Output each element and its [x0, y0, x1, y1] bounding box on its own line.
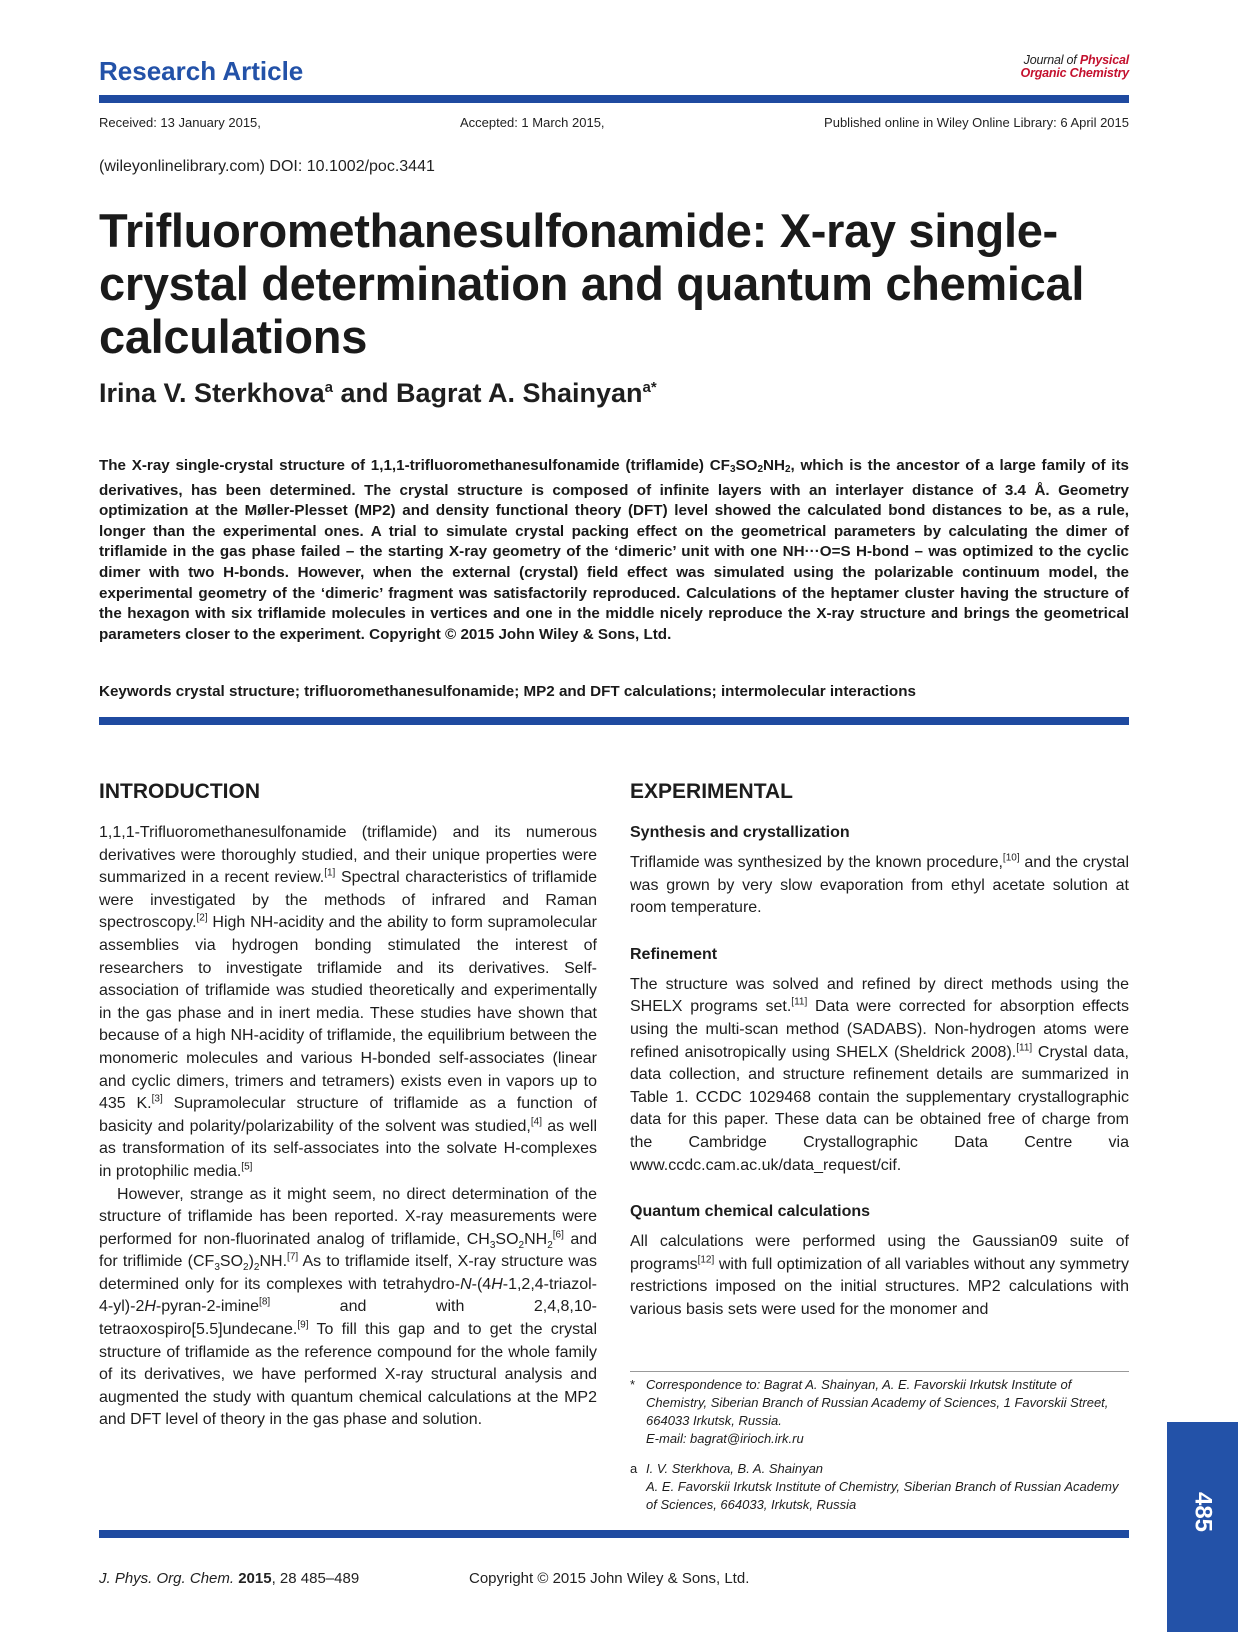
spacer [630, 1177, 1129, 1201]
citation: [8] [259, 1297, 271, 1309]
footer-journal: J. Phys. Org. Chem. [99, 1570, 235, 1587]
author-1-affiliation: a [324, 379, 333, 396]
footnote-mark: a [630, 1461, 638, 1476]
introduction-heading: INTRODUCTION [99, 780, 260, 803]
intro-paragraph-2 [99, 1184, 597, 1433]
citation: [12] [697, 1254, 715, 1266]
italic-text: H [144, 1298, 156, 1316]
intro-text: -pyran-2-imine [155, 1298, 260, 1316]
doi: (wileyonlinelibrary.com) DOI: 10.1002/poc.3441 [99, 158, 435, 175]
intro-text: -(4 [471, 1275, 492, 1293]
abstract-text: NH [763, 457, 785, 474]
abstract-subscript: 3 [729, 464, 736, 475]
journal-logo [1021, 54, 1129, 80]
body-text: Data were corrected for absorption effects using the multi-scan method (SADABS). Non-hydrogen atoms were refined anisotropically using SHELX (Sheldrick 2008). [630, 998, 1129, 1061]
received-date: Received: 13 January 2015, [99, 115, 261, 130]
correspondence-email: E-mail: bagrat@irioch.irk.ru [646, 1431, 804, 1446]
affiliation-footnote [630, 1460, 1129, 1514]
quantum-paragraph [630, 1231, 1129, 1321]
synthesis-paragraph [630, 852, 1129, 920]
intro-text: However, strange as it might seem, no direct determination of the structure of triflamide has been reported. X-ray measurements were performed for non-fluorinated analog of triflamide, CH [99, 1185, 597, 1248]
correspondence-text: Correspondence to: Bagrat A. Shainyan, A. E. Favorskii Irkutsk Institute of Chemistry, Siberian Branch of Russian Academy of Sciences, 1 Favorskii Street, 664033 Irkutsk, Russia. [646, 1377, 1109, 1428]
intro-text: To fill this gap and to get the crystal structure of triflamide as the reference compound for the whole family of its derivatives, we have performed X-ray structural analysis and augmented the study with quantum chemical calculations at the MP2 and DFT level of theory in the gas phase and solution. [99, 1321, 597, 1429]
abstract [99, 456, 1129, 645]
citation: [5] [241, 1161, 253, 1173]
article-title: Trifluoromethanesulfonamide: X-ray single-crystal determination and quantum chemical calculations [99, 204, 1085, 363]
italic-text: H [491, 1275, 503, 1293]
abstract-text: The X-ray single-crystal structure of 1,1,1-trifluoromethanesulfonamide (triflamide) CF [99, 457, 730, 474]
affiliation-names: I. V. Sterkhova, B. A. Shainyan [646, 1461, 824, 1476]
abstract-subscript: 2 [784, 464, 791, 475]
intro-text: -1,2,4-triazol-4-yl)-2 [99, 1275, 597, 1316]
abstract-rule [99, 717, 1129, 725]
citation: [7] [287, 1251, 299, 1263]
authors-and: and [332, 378, 396, 408]
intro-text: ) [248, 1253, 254, 1271]
spacer [630, 920, 1129, 944]
refinement-subheading: Refinement [630, 945, 718, 963]
experimental-heading: EXPERIMENTAL [630, 780, 793, 803]
footer-citation [99, 1570, 359, 1587]
journal-logo-text-a: Journal of [1023, 53, 1077, 67]
header-rule [99, 95, 1129, 103]
citation: [9] [297, 1319, 309, 1331]
citation: [2] [196, 913, 208, 925]
citation: [1] [324, 867, 336, 879]
subscript: 2 [253, 1262, 260, 1274]
citation: [6] [552, 1229, 564, 1241]
journal-logo-text-c: Organic Chemistry [1020, 66, 1129, 80]
journal-logo-text-b: Physical [1079, 53, 1129, 67]
accepted-date: Accepted: 1 March 2015, [460, 115, 605, 130]
body-text: Triflamide was synthesized by the known procedure, [630, 854, 1003, 871]
quantum-subheading: Quantum chemical calculations [630, 1203, 871, 1221]
body-text: Crystal data, data collection, and structure refinement details are summarized in Table 1. CCDC 1029468 contain the supplementary crystallographic data for this paper. These data can be obtained free of charge from the Cambridge Crystallographic Data Centre via www.ccdc.cam.ac.uk/data_request/cif. [630, 1043, 1129, 1174]
refinement-paragraph [630, 974, 1129, 1177]
subscript: 3 [214, 1262, 220, 1274]
abstract-subscript: 2 [757, 464, 764, 475]
intro-text: NH [524, 1230, 548, 1248]
intro-text: 1,1,1-Trifluoromethanesulfonamide (triflamide) and its numerous derivatives were thoroughly studied, and their unique properties were summarized in a recent review. [99, 824, 597, 887]
body-text: The structure was solved and refined by direct methods using the SHELX programs set. [630, 975, 1129, 1016]
intro-text: Supramolecular structure of triflamide as a function of basicity and polarity/polarizability of the solvent was studied, [99, 1095, 597, 1135]
italic-text: N [460, 1275, 472, 1293]
page-number-tab [1167, 1422, 1238, 1632]
author-1: Irina V. Sterkhova [99, 378, 325, 408]
page-number: 485 [1189, 1491, 1217, 1533]
synthesis-subheading: Synthesis and crystallization [630, 824, 850, 841]
keywords: Keywords crystal structure; trifluoromethanesulfonamide; MP2 and DFT calculations; intermolecular interactions [99, 683, 916, 700]
abstract-text: , which is the ancestor of a large family of its derivatives, has been determined. The crystal structure is composed of infinite layers with an interlayer distance of 3.4 Å. Geometry optimization at the Møller-Plesset (MP2) and density functional theory (DFT) level showed the calculated bond distances to be, as a rule, longer than the experimental ones. A trial to simulate crystal packing effect on the geometrical parameters by calculating the dimer of triflamide in the gas phase failed – the starting X-ray geometry of the ‘dimeric’ unit with one NH···O=S H-bond – was optimized to the cyclic dimer with two H-bonds. However, when the external (crystal) field effect was simulated using the polarizable continuum model, the experimental geometry of the ‘dimeric’ fragment was satisfactorily reproduced. Calculations of the heptamer cluster having the structure of the hexagon with six triflamide molecules in vertices and one in the middle nicely reproduce the X-ray structure and brings the geometrical parameters closer to the experiment. Copyright © 2015 John Wiley & Sons, Ltd. [99, 457, 1129, 643]
footer-year: 2015 [238, 1570, 272, 1587]
citation: [11] [1016, 1042, 1033, 1054]
footnotes [630, 1376, 1129, 1514]
intro-text: and with 2,4,8,10-tetraoxospiro[5.5]undecane. [99, 1298, 597, 1339]
subscript: 2 [243, 1262, 249, 1274]
authors [99, 378, 657, 409]
footer-volume-pages: , 28 485–489 [271, 1570, 360, 1587]
citation: [4] [530, 1116, 542, 1128]
body-text: All calculations were performed using the Gaussian09 suite of programs [630, 1233, 1129, 1273]
intro-text: as well as transformation of its self-associates into the solvate H-complexes in protophilic media. [99, 1117, 598, 1180]
section-label: Research Article [99, 56, 304, 86]
footer-copyright: Copyright © 2015 John Wiley & Sons, Ltd. [469, 1570, 750, 1587]
abstract-text: SO [735, 457, 758, 474]
body-text: with full optimization of all variables without any symmetry restrictions imposed on the initial structures. MP2 calculations with various basis sets were used for the monomer and [630, 1255, 1129, 1318]
affiliation-text: A. E. Favorskii Irkutsk Institute of Chemistry, Siberian Branch of Russian Academy of Sciences, 664033, Irkutsk, Russia [646, 1479, 1119, 1512]
subscript: 2 [518, 1239, 525, 1251]
correspondence-footnote [630, 1376, 1129, 1448]
citation: [10] [1002, 852, 1020, 864]
subscript: 2 [547, 1239, 553, 1251]
intro-text: NH. [259, 1253, 288, 1271]
intro-text: High NH-acidity and the ability to form supramolecular assemblies via hydrogen bonding stimulated the interest of researchers to investigate triflamide and its derivatives. Self-association of triflamide was studied theoretically and experimentally in the gas phase and in inert media. These studies have shown that because of a high NH-acidity of triflamide, the equilibrium between the monomeric molecules and various H-bonded self-associates (linear and cyclic dimers, trimers and tetramers) exists even in vapors up to 435 K. [99, 914, 597, 1113]
left-column [99, 778, 597, 1432]
footnote-mark: * [630, 1377, 636, 1392]
author-2: Bagrat A. Shainyan [395, 378, 643, 408]
right-column [630, 778, 1129, 1322]
author-2-affiliation: a* [642, 379, 657, 396]
intro-text: SO [495, 1230, 519, 1248]
citation: [11] [791, 997, 808, 1009]
published-date: Published online in Wiley Online Library: 6 April 2015 [824, 115, 1129, 130]
intro-text: SO [219, 1253, 244, 1271]
citation: [3] [151, 1093, 163, 1105]
intro-paragraph-1 [99, 822, 597, 1184]
intro-text: and for triflimide (CF [99, 1230, 598, 1271]
footer-rule [99, 1530, 1129, 1538]
subscript: 3 [489, 1239, 496, 1251]
intro-text: As to triflamide itself, X-ray structure was determined only for its complexes with tetrahydro- [99, 1253, 598, 1293]
footnote-rule [630, 1371, 1129, 1372]
intro-text: Spectral characteristics of triflamide were investigated by the methods of infrared and Raman spectroscopy. [99, 869, 597, 932]
body-text: and the crystal was grown by very slow evaporation from ethyl acetate solution at room temperature. [630, 854, 1129, 917]
